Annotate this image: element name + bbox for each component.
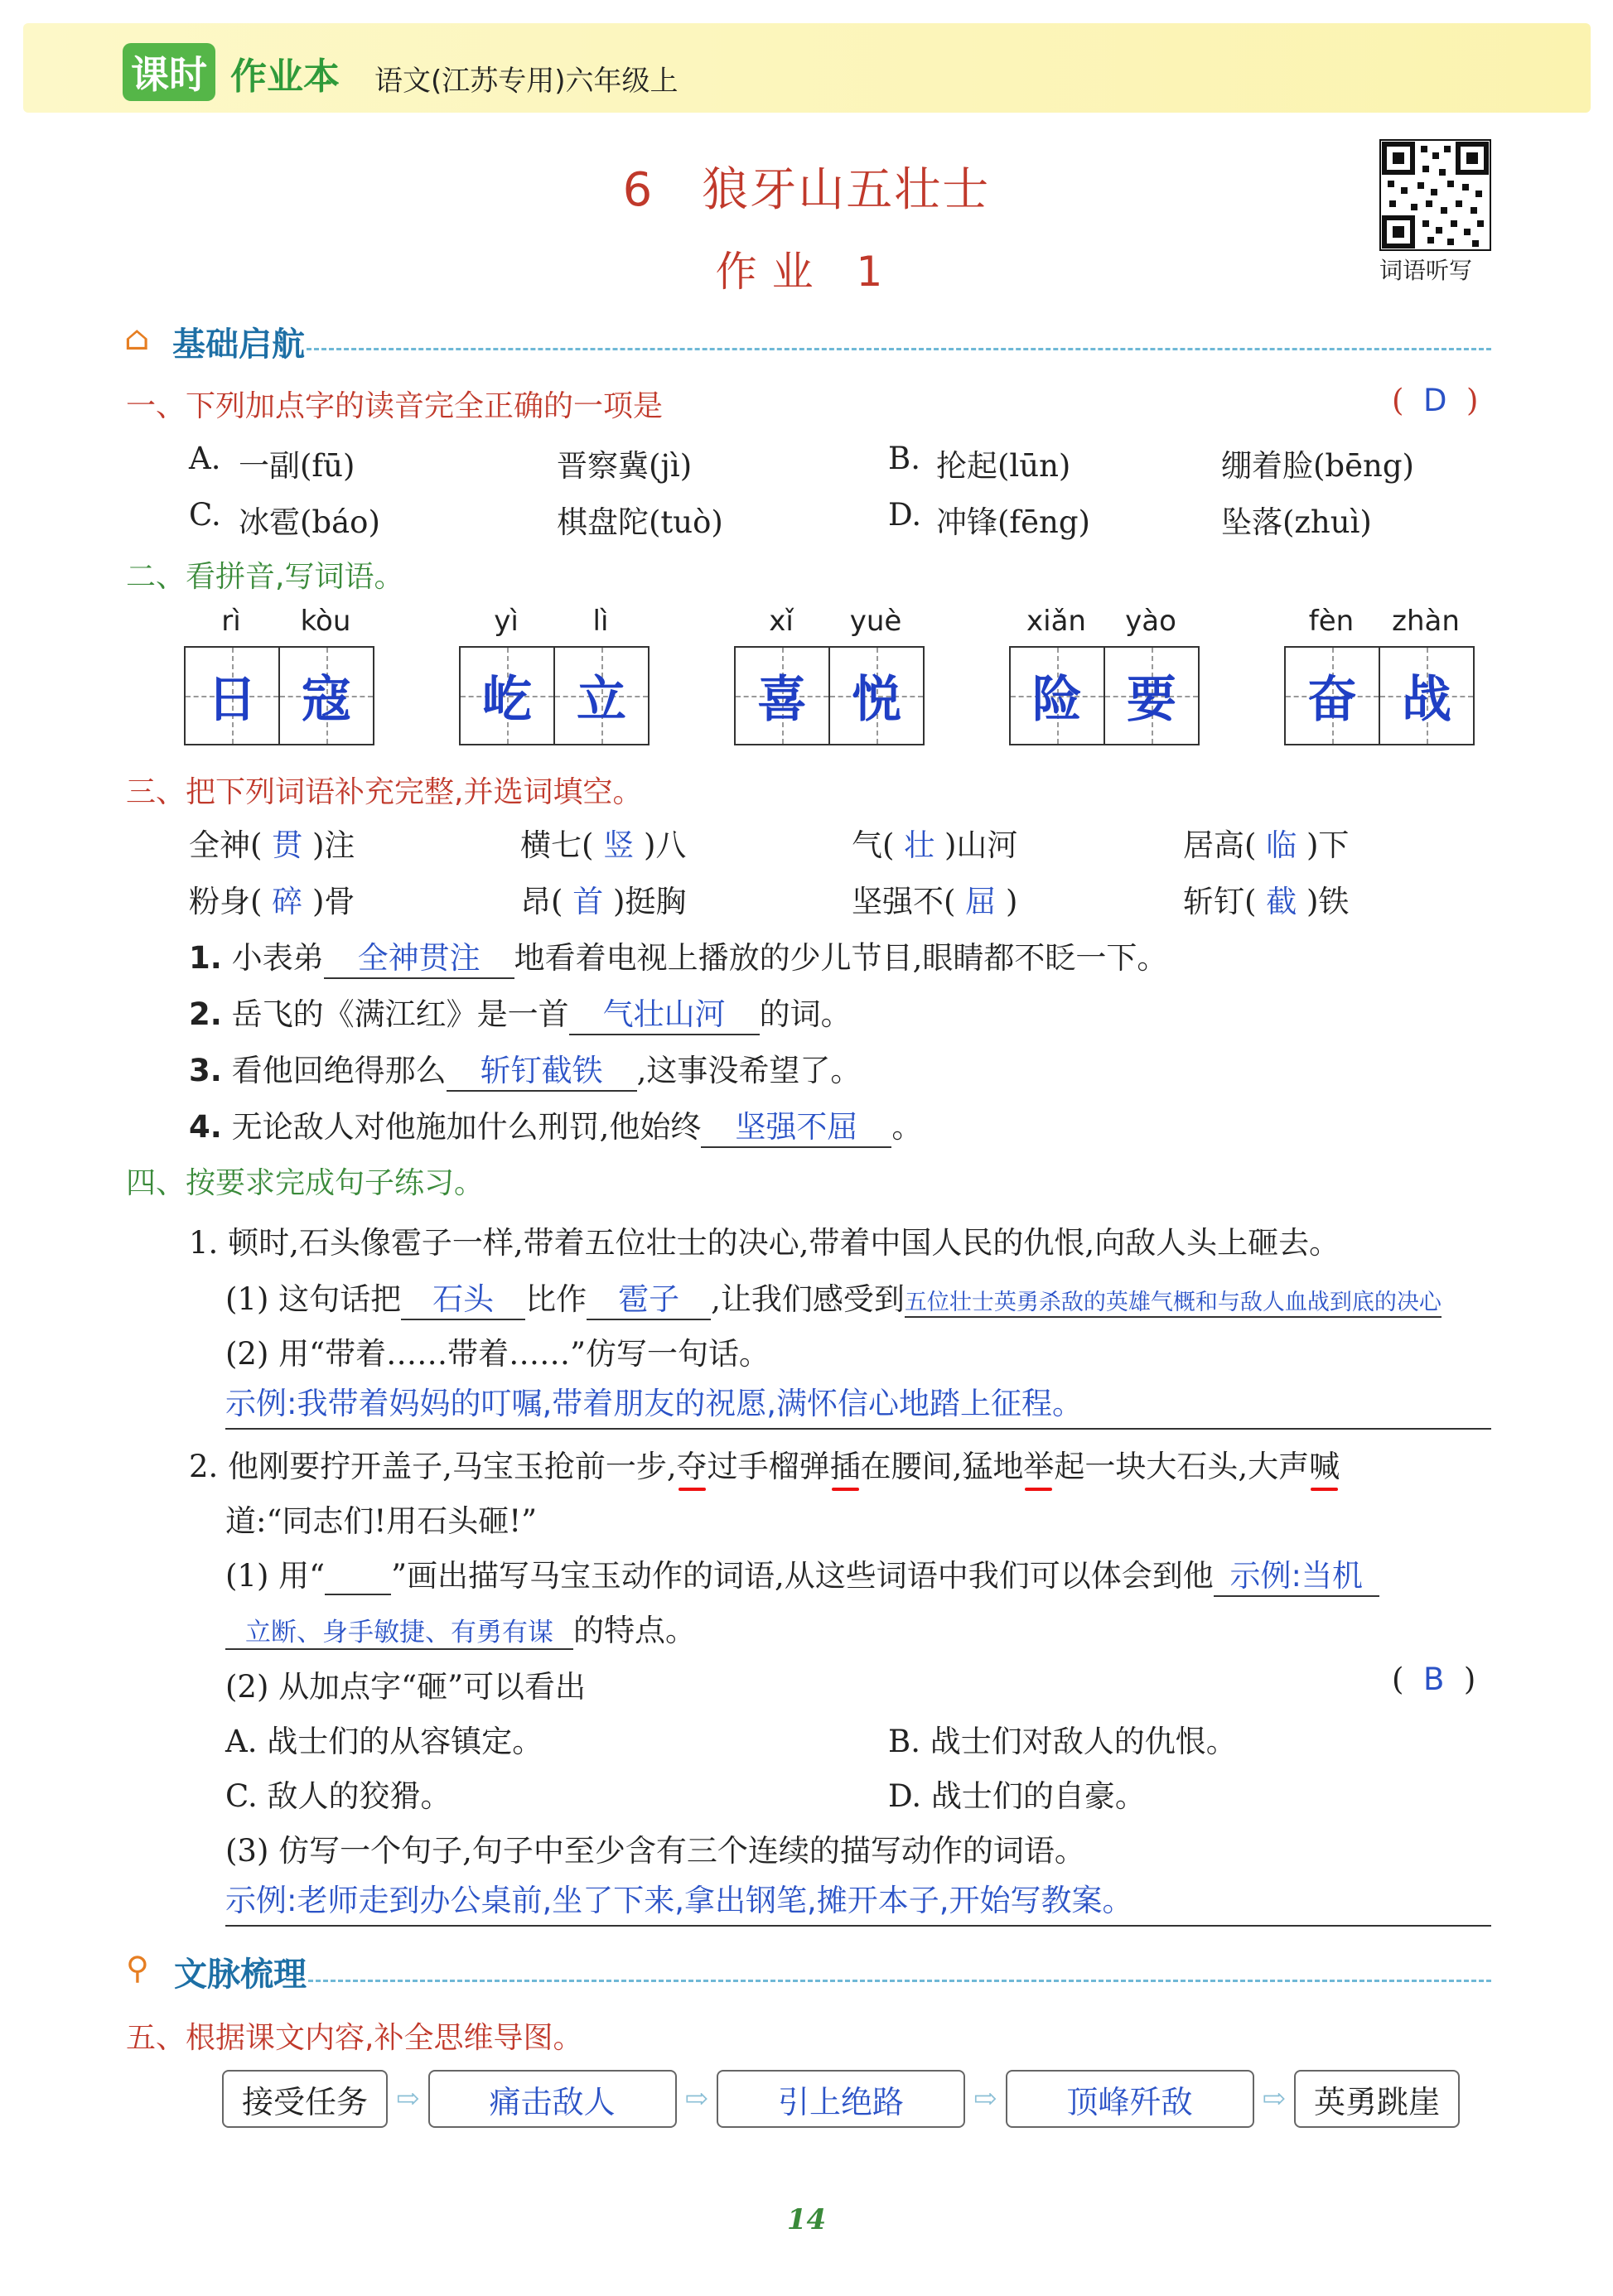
q4-sentence-1: 1. 顿时,石头像雹子一样,带着五位壮士的决心,带着中国人民的仇恨,向敌人头上砸去。 [189,1225,1340,1261]
q4-s1-answer-3[interactable]: 五位壮士英勇杀敌的英雄气概和与敌人血战到底的决心 [905,1284,1442,1318]
q1-opt-a-label: A. [189,441,221,476]
idiom-item: 全神( 贯 )注 [189,827,355,863]
fill-sentence: 4. 无论敌人对他施加什么刑罚,他始终 坚强不屈 。 [189,1102,922,1148]
sentence-answer[interactable]: 斩钉截铁 [447,1045,637,1092]
pinyin: lì [592,605,609,638]
q1-opt-a1: 一副(fū) [239,448,355,484]
pinyin: rì [221,605,241,638]
idiom-sentence-list [189,933,1481,1156]
mind-map-box[interactable]: 痛击敌人 [428,2070,677,2128]
q4-heading: 四、按要求完成句子练习。 [126,1166,485,1200]
pinyin: fèn [1308,605,1355,638]
q1-opt-b-label: B. [888,441,920,476]
q2-heading: 二、看拼音,写词语。 [126,560,404,594]
mind-map-box[interactable]: 引上绝路 [717,2070,965,2128]
idiom-item: 粉身( 碎 )骨 [189,884,355,919]
book-title: 语文(江苏专用)六年级上 [374,65,679,98]
pinyin: xiǎn [1026,605,1086,638]
idiom-answer[interactable]: 临 [1266,827,1297,863]
q1-opt-d2: 坠落(zhuì) [1221,504,1372,540]
q4-opt-d: D. 战士们的自豪。 [888,1778,1146,1814]
section-outline: 文脉梳理 [174,1956,307,1994]
brand-logo: 课时 [123,43,215,101]
q4-s2-part3-answer[interactable]: 示例:老师走到办公桌前,坐了下来,拿出钢笔,摊开本子,开始写教案。 [225,1875,1491,1927]
idiom-answer[interactable]: 贯 [272,827,303,863]
q4-s2-part1: (1) 用“ ”画出描写马宝玉动作的词语,从这些词语中我们可以体会到他 示例:当机 [225,1551,1379,1597]
q4-sentence-2-cont: 道:“同志们!用石头砸!” [225,1503,538,1539]
q3-heading: 三、把下列词语补充完整,并选词填空。 [126,775,643,809]
idiom-item: 横七( 竖 )八 [520,827,687,863]
q4-opt-c: C. 敌人的狡猾。 [225,1778,452,1814]
q4-s1-part2-answer[interactable]: 示例:我带着妈妈的叮嘱,带着朋友的祝愿,满怀信心地踏上征程。 [225,1378,1491,1430]
pinyin: xǐ [769,605,794,638]
char-cell[interactable]: 屹 [461,648,553,744]
idiom-item: 气( 壮 )山河 [852,827,1018,863]
q1-answer: D [1422,383,1447,418]
arrow-right-icon: ⇨ [396,2082,420,2115]
idiom-answer[interactable]: 壮 [904,827,935,863]
homework-subtitle: 作业 1 [715,248,898,296]
q1-opt-a2: 晋察冀(jì) [557,448,693,484]
mind-map-box[interactable]: 顶峰歼敌 [1006,2070,1254,2128]
mind-map [222,2069,1465,2129]
q4-s2-part1-cont: 立断、身手敏捷、有勇有谋 的特点。 [225,1605,696,1650]
q4-s1-answer-2[interactable]: 雹子 [587,1274,711,1320]
mind-map-box: 英勇跳崖 [1294,2070,1460,2128]
arrow-right-icon: ⇨ [684,2082,708,2115]
word-grid-0 [184,605,374,745]
q1-opt-d1: 冲锋(fēng) [936,504,1090,540]
q4-opt-b: B. 战士们对敌人的仇恨。 [888,1724,1237,1759]
q1-answer-paren: ( D ) [1392,383,1479,418]
q1-opt-c1: 冰雹(báo) [239,504,380,540]
q4-s2-answer-a[interactable]: 示例:当机 [1214,1551,1379,1597]
idiom-item: 斩钉( 截 )铁 [1183,884,1350,919]
lighthouse-icon: ⌂ [124,320,150,358]
q1-opt-c-label: C. [189,497,221,533]
q1-heading: 一、下列加点字的读音完全正确的一项是 [126,389,664,423]
arrow-right-icon: ⇨ [973,2082,997,2115]
char-cell[interactable]: 奋 [1286,648,1379,744]
word-grid-4 [1284,605,1475,745]
idiom-fill-list [189,820,1481,936]
idiom-item: 居高( 临 )下 [1183,827,1350,863]
section-divider-2 [308,1980,1491,1982]
q1-opt-c2: 棋盘陀(tuò) [557,504,723,540]
char-cell[interactable]: 悦 [828,648,923,744]
fill-sentence: 1. 小表弟 全神贯注 地看着电视上播放的少儿节目,眼睛都不眨一下。 [189,933,1167,979]
sentence-answer[interactable]: 坚强不屈 [701,1102,891,1148]
q4-s1-part1: (1) 这句话把 石头 比作 雹子 ,让我们感受到五位壮士英勇杀敌的英雄气概和与敌人血战到底的决心 [225,1274,1442,1320]
char-cell[interactable]: 立 [553,648,648,744]
q4-s2-answer-b[interactable]: 立断、身手敏捷、有勇有谋 [225,1611,573,1650]
q4-s2-part2: (2) 从加点字“砸”可以看出 [225,1669,587,1705]
qr-label: 词语听写 [1379,257,1473,284]
arrow-right-icon: ⇨ [1262,2082,1286,2115]
idiom-answer[interactable]: 截 [1266,884,1297,919]
q5-heading: 五、根据课文内容,补全思维导图。 [126,2021,583,2055]
section-basic: 基础启航 [172,326,305,364]
q1-opt-b1: 抡起(lūn) [936,448,1071,484]
idiom-item: 坚强不( 屈 ) [852,884,1018,919]
location-pin-icon: ⚲ [126,1950,149,1986]
section-divider [307,348,1491,350]
q1-opt-d-label: D. [888,497,922,533]
lesson-title: 6 狼牙山五壮士 [622,163,991,217]
q4-s1-answer-1[interactable]: 石头 [401,1274,525,1320]
mind-map-box: 接受任务 [222,2070,388,2128]
brand-name: 作业本 [230,55,340,98]
q4-opt-a: A. 战士们的从容镇定。 [225,1724,543,1759]
char-cell[interactable]: 日 [186,648,278,744]
qr-code-icon[interactable] [1379,139,1491,251]
sentence-answer[interactable]: 气壮山河 [569,989,760,1035]
char-cell[interactable]: 寇 [278,648,373,744]
char-cell[interactable]: 喜 [736,648,828,744]
pinyin: yào [1125,605,1176,638]
pinyin: yuè [849,605,902,638]
q4-s2-part2-paren: ( B ) [1392,1662,1476,1697]
q4-sentence-2: 2. 他刚要拧开盖子,马宝玉抢前一步,夺过手榴弹插在腰间,猛地举起一块大石头,大声喊 [189,1449,1340,1484]
fill-sentence: 3. 看他回绝得那么 斩钉截铁 ,这事没希望了。 [189,1045,861,1092]
q4-s2-part3: (3) 仿写一个句子,句子中至少含有三个连续的描写动作的词语。 [225,1833,1085,1869]
idiom-answer[interactable]: 屈 [965,884,997,919]
word-grid-2 [734,605,925,745]
char-cell[interactable]: 战 [1379,648,1473,744]
q4-s2-part2-answer: B [1422,1662,1445,1697]
char-cell[interactable]: 险 [1011,648,1104,744]
idiom-item: 昂( 首 )挺胸 [520,884,687,919]
pinyin: yì [494,605,519,638]
idiom-answer[interactable]: 首 [572,884,604,919]
idiom-answer[interactable]: 竖 [603,827,635,863]
word-grid-3 [1009,605,1200,745]
page-number: 14 [786,2203,827,2236]
fill-sentence: 2. 岳飞的《满江红》是一首 气壮山河 的词。 [189,989,852,1035]
word-grid-1 [459,605,650,745]
pinyin-word-grids [184,605,1476,754]
pinyin: zhàn [1392,605,1460,638]
q1-opt-b2: 绷着脸(bēng) [1221,448,1414,484]
sentence-answer[interactable]: 全神贯注 [324,933,514,979]
idiom-answer[interactable]: 碎 [272,884,303,919]
pinyin: kòu [300,605,351,638]
char-cell[interactable]: 要 [1104,648,1198,744]
q4-s1-part2: (2) 用“带着……带着……”仿写一句话。 [225,1336,770,1372]
